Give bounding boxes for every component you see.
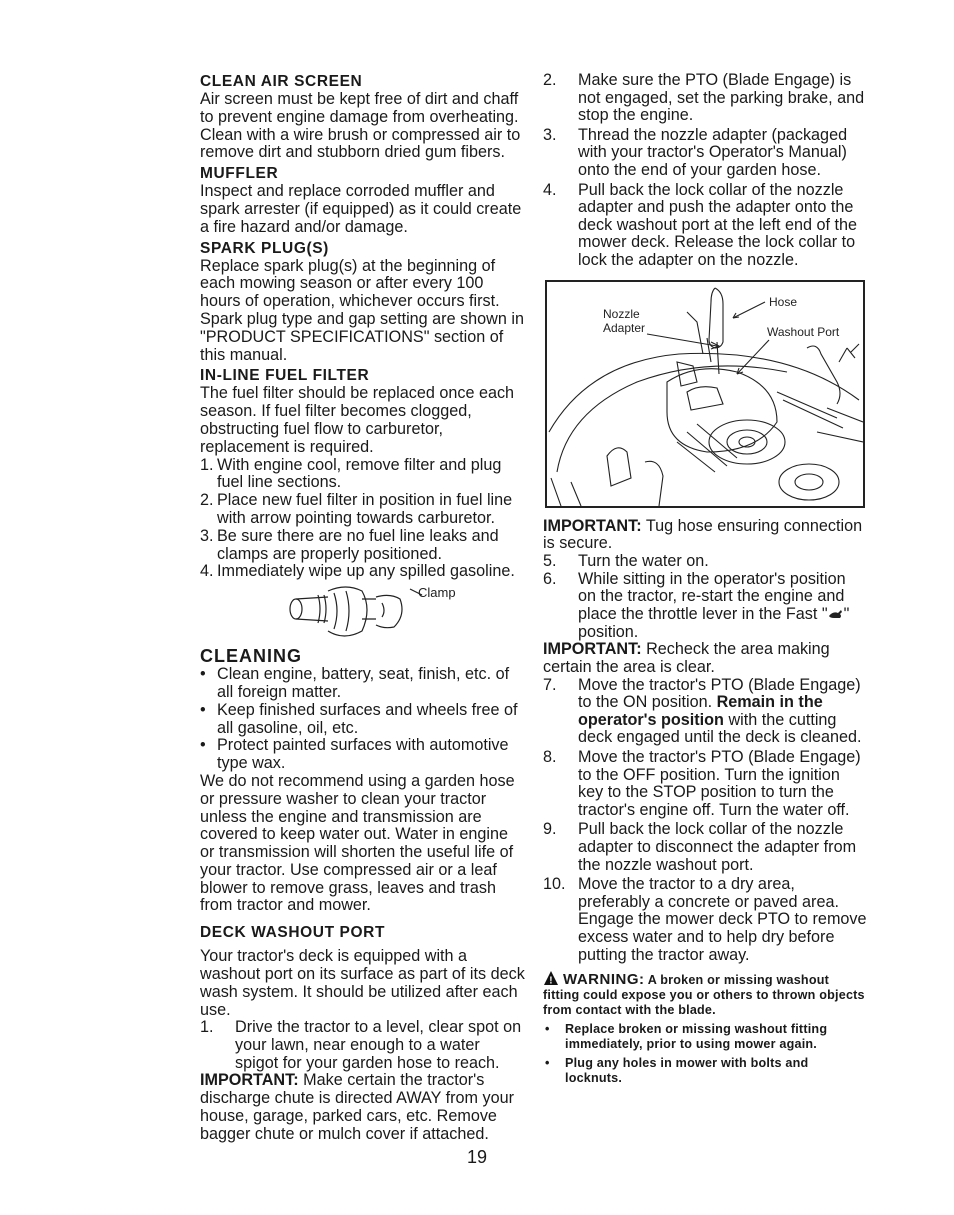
list-item: 5. Turn the water on. xyxy=(543,552,709,571)
list-item: 6. While sitting in the operator's position on the tractor, re-start the engine and place the throttle lever in the Fast " " position. xyxy=(543,569,850,641)
list-item: 8. Move the tractor's PTO (Blade Engage) to the OFF position. Turn the ignition key to the STOP position to turn the tractor's engine off. Turn the water off. xyxy=(543,748,861,819)
list-item: • Replace broken or missing washout fitting immediately, prior to using mower again. xyxy=(545,1022,828,1052)
deck-washout-text: Your tractor's deck is equipped with a washout port on its surface as part of its deck wash system. It should be utilized after each use. xyxy=(200,947,525,1019)
list-item: • Protect painted surfaces with automotive type wax. xyxy=(200,736,509,773)
washout-port-label: Washout Port xyxy=(767,324,840,339)
fuel-filter-text: The fuel filter should be replaced once each season. If fuel filter becomes clogged, obstructing fuel flow to carburetor, replacement is required. xyxy=(200,384,515,456)
list-item: 9. Pull back the lock collar of the nozzle adapter to disconnect the adapter from the nozzle washout port. xyxy=(543,820,857,874)
svg-text:!: ! xyxy=(549,975,553,987)
spark-plugs-text: Replace spark plug(s) at the beginning of each mowing season or after every 100 hours of operation, whichever occurs first. Spark plug type and gap setting are shown in "PRODUCT SPECIFICATIONS" section of this manual. xyxy=(200,256,524,364)
list-item: 1. With engine cool, remove filter and plug fuel line sections. xyxy=(200,455,502,492)
warning-text: A broken or missing washout fitting could expose you or others to thrown objects from contact with the blade. xyxy=(543,973,865,1018)
mower-deck-illustration xyxy=(547,282,863,506)
deck-washout-steps-a xyxy=(543,72,868,270)
cleaning-heading: CLEANING xyxy=(200,646,302,667)
warning-triangle-icon xyxy=(543,970,563,986)
hose-label: Hose xyxy=(769,294,798,309)
deck-washout-important: IMPORTANT: Make certain the tractor's discharge chute is directed AWAY from your house, garage, parked cars, etc. Remove bagger chute or mulch cover if attached. xyxy=(200,1071,514,1143)
right-column xyxy=(543,72,868,1086)
list-item: 10. Move the tractor to a dry area, preferably a concrete or paved area. Engage the mower deck PTO to remove excess water and to help dry before putting the tractor away. xyxy=(543,875,867,964)
list-item: • Keep finished surfaces and wheels free of all gasoline, oil, etc. xyxy=(200,700,518,737)
list-item: 2. Make sure the PTO (Blade Engage) is not engaged, set the parking brake, and stop the engine. xyxy=(543,71,865,125)
list-item: 7. Move the tractor's PTO (Blade Engage) to the ON position. Remain in the operator's position with the cutting deck engaged until the deck is cleaned. xyxy=(543,675,862,747)
spark-plugs-heading: SPARK PLUG(S) xyxy=(200,239,329,257)
muffler-heading: MUFFLER xyxy=(200,165,279,183)
list-item: 3. Be sure there are no fuel line leaks and clamps are properly positioned. xyxy=(200,526,499,563)
fuel-filter-steps xyxy=(200,457,525,582)
warning-label: WARNING: xyxy=(563,971,645,989)
list-item: 2. Place new fuel filter in position in fuel line with arrow pointing towards carburetor. xyxy=(200,491,513,527)
list-item: • Plug any holes in mower with bolts and locknuts. xyxy=(545,1056,809,1086)
nozzle-label: Nozzle xyxy=(603,306,640,321)
deck-washout-figure xyxy=(545,280,865,508)
fuel-filter-illustration xyxy=(200,585,525,645)
adapter-label: Adapter xyxy=(603,320,646,335)
important-recheck-area: IMPORTANT: Recheck the area making certain the area is clear. xyxy=(543,640,830,676)
clean-air-screen-heading: CLEAN AIR SCREEN xyxy=(200,73,363,90)
list-item: 4. Pull back the lock collar of the nozzle adapter and push the adapter onto the deck washout port at the left end of the mower deck. Release the lock collar to lock the adapter on the nozzle. xyxy=(543,180,857,269)
list-item: 4. Immediately wipe up any spilled gasoline. xyxy=(200,562,515,581)
important-tug-hose: IMPORTANT: Tug hose ensuring connection is secure. xyxy=(543,516,863,553)
list-item: 1. Drive the tractor to a level, clear spot on your lawn, near enough to a water spigot for your garden hose to reach. xyxy=(200,1018,522,1072)
rabbit-fast-icon xyxy=(828,608,844,620)
warning-block xyxy=(543,970,868,1018)
cleaning-bullets xyxy=(200,666,525,773)
fuel-filter-clamp-figure xyxy=(200,585,525,645)
clamp-label: Clamp xyxy=(418,585,456,601)
fuel-filter-heading: IN-LINE FUEL FILTER xyxy=(200,367,370,385)
clean-air-screen-text: Air screen must be kept free of dirt and chaff to prevent engine damage from overheating. Clean with a wire brush or compressed air to remove dirt and stubborn dried gum fibers. xyxy=(200,90,521,162)
page-number: 19 xyxy=(466,1147,488,1167)
muffler-text: Inspect and replace corroded muffler and spark arrester (if equipped) as it could create a fire hazard and/or damage. xyxy=(200,182,522,236)
list-item: • Clean engine, battery, seat, finish, etc. of all foreign matter. xyxy=(200,665,510,701)
list-item: 3. Thread the nozzle adapter (packaged with your tractor's Operator's Manual) onto the end of your garden hose. xyxy=(543,125,848,179)
cleaning-text: We do not recommend using a garden hose or pressure washer to clean your tractor unless the engine and transmission are covered to keep water out. Water in engine or transmission will shorten the useful life of your tractor. Use compressed air or a leaf blower to remove grass, leaves and trash from tractor and mower. xyxy=(200,771,515,915)
left-column xyxy=(200,72,525,1143)
deck-washout-heading: DECK WASHOUT PORT xyxy=(200,924,386,942)
